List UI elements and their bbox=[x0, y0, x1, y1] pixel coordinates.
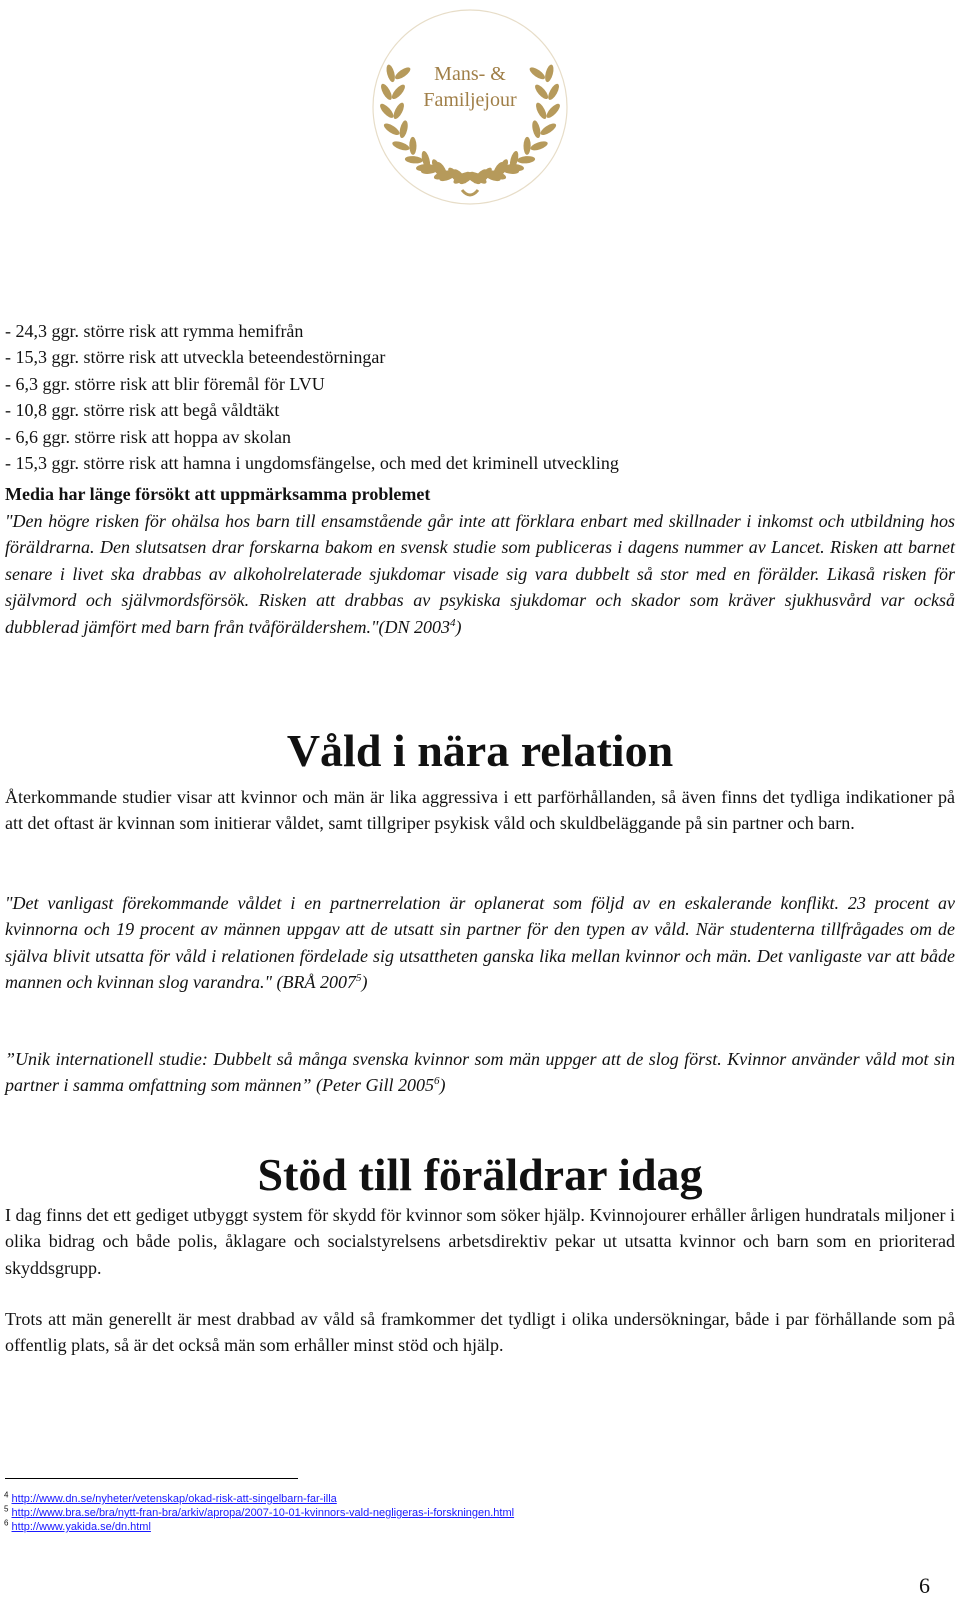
section-title-stod: Stöd till föräldrar idag bbox=[257, 1149, 703, 1200]
list-item: - 24,3 ggr. större risk att rymma hemifrån bbox=[5, 321, 304, 341]
risk-list bbox=[5, 318, 955, 476]
list-item: - 10,8 ggr. större risk att begå våldtäkt bbox=[5, 400, 280, 421]
bra-quote-close: ) bbox=[361, 972, 368, 993]
footnote-link[interactable]: http://www.dn.se/nyheter/vetenskap/okad-risk-att-singelbarn-far-illa bbox=[11, 1493, 337, 1505]
gill-quote bbox=[5, 1046, 955, 1099]
gill-quote-text: ”Unik internationell studie: Dubbelt så många svenska kvinnor som män uppger att de slog först. Kvinnor använder våld mot sin partner i samma omfattning som männen” (Peter Gill 2005 bbox=[5, 1049, 955, 1096]
footnote-ref[interactable]: 5 bbox=[356, 972, 362, 985]
footnote-number: 6 bbox=[4, 1518, 9, 1528]
list-item: - 6,6 ggr. större risk att hoppa av skolan bbox=[5, 426, 291, 447]
paragraph: I dag finns det ett gediget utbyggt system för skydd för kvinnor som söker hjälp. Kvinnojourer erhåller årligen hundratals miljoner i olika bidrag och både polis, åklagare och socialstyrelsens arbetsdirektiv pekar ut utsatta kvinnor och barn som en prioriterad skyddsgrupp. bbox=[5, 1205, 955, 1278]
footnote-link[interactable]: http://www.bra.se/bra/nytt-fran-bra/arkiv/apropa/2007-10-01-kvinnors-vald-negligeras-i-forskningen.html bbox=[11, 1507, 515, 1519]
section-title-vald: Våld i nära relation bbox=[286, 725, 674, 776]
dn-quote bbox=[5, 508, 955, 640]
bra-quote bbox=[5, 890, 955, 996]
paragraph: Återkommande studier visar att kvinnor och män är lika aggressiva i ett parförhållanden, så även finns det tydliga indikationer på att det oftast är kvinnan som initierar våldet, samt tillgriper psykisk våld och skuldbeläggande på sin partner och barn. bbox=[5, 787, 955, 834]
dn-quote-text: "Den högre risken för ohälsa hos barn till ensamstående går inte att förklara enbart med skillnader i inkomst och utbildning hos föräldrarna. Den slutsatsen drar forskarna bakom en svensk studie som publiceras i dagens nummer av Lancet. Risken att barnet senare i livet ska drabbas av alkoholrelaterade sjukdomar visade sig vara dubbelt så stor med en förälder. Likaså risken för självmord och självmordsförsök. Risken att drabbas av psykiska sjukdomar och skador som kräver sjukhusvård var också dubblerad jämfört med barn från tvåföräldershem."(DN 2003 bbox=[5, 511, 955, 637]
footnote-separator bbox=[5, 1478, 298, 1479]
paragraph: Trots att män generellt är mest drabbad av våld så framkommer det tydligt i olika undersökningar, både i par förhållande som på offentlig plats, så är det också män som erhåller minst stöd och hjälp. bbox=[5, 1309, 955, 1356]
footnote bbox=[4, 1518, 151, 1533]
mans-familjejour-logo bbox=[370, 0, 570, 215]
footnote bbox=[4, 1504, 515, 1519]
footnote-ref[interactable]: 6 bbox=[434, 1075, 440, 1088]
page-number: 6 bbox=[919, 1573, 930, 1598]
bra-quote-text: "Det vanligast förekommande våldet i en partnerrelation är oplanerat som följd av en eskalerande konflikt. 23 procent av kvinnorna och 19 procent av männen uppgav att de utsatt sin partner för den typen av våld. När studenterna tillfrågades om de själva blivit utsatta för våld i relationen fördelade sig utsattheten ganska lika mellan kvinnor och män. Det vanligaste var att både mannen och kvinnan slog varandra." (BRÅ 2007 bbox=[5, 893, 955, 993]
list-item: - 15,3 ggr. större risk att utveckla beteendestörningar bbox=[5, 347, 386, 368]
list-item: - 6,3 ggr. större risk att blir föremål för LVU bbox=[5, 373, 325, 394]
footnote bbox=[4, 1490, 337, 1505]
dn-quote-close: ) bbox=[455, 616, 462, 637]
list-item: - 15,3 ggr. större risk att hamna i ungdomsfängelse, och med det kriminell utveckling bbox=[5, 453, 619, 474]
media-heading: Media har länge försökt att uppmärksamma problemet bbox=[5, 484, 431, 504]
logo-line1: Mans- & bbox=[434, 63, 506, 85]
footnote-number: 4 bbox=[4, 1490, 9, 1500]
logo-line2: Familjejour bbox=[423, 89, 517, 111]
footnote-number: 5 bbox=[4, 1504, 9, 1514]
gill-quote-close: ) bbox=[439, 1075, 446, 1096]
footnote-link[interactable]: http://www.yakida.se/dn.html bbox=[11, 1521, 151, 1533]
footnote-ref[interactable]: 4 bbox=[450, 616, 456, 629]
